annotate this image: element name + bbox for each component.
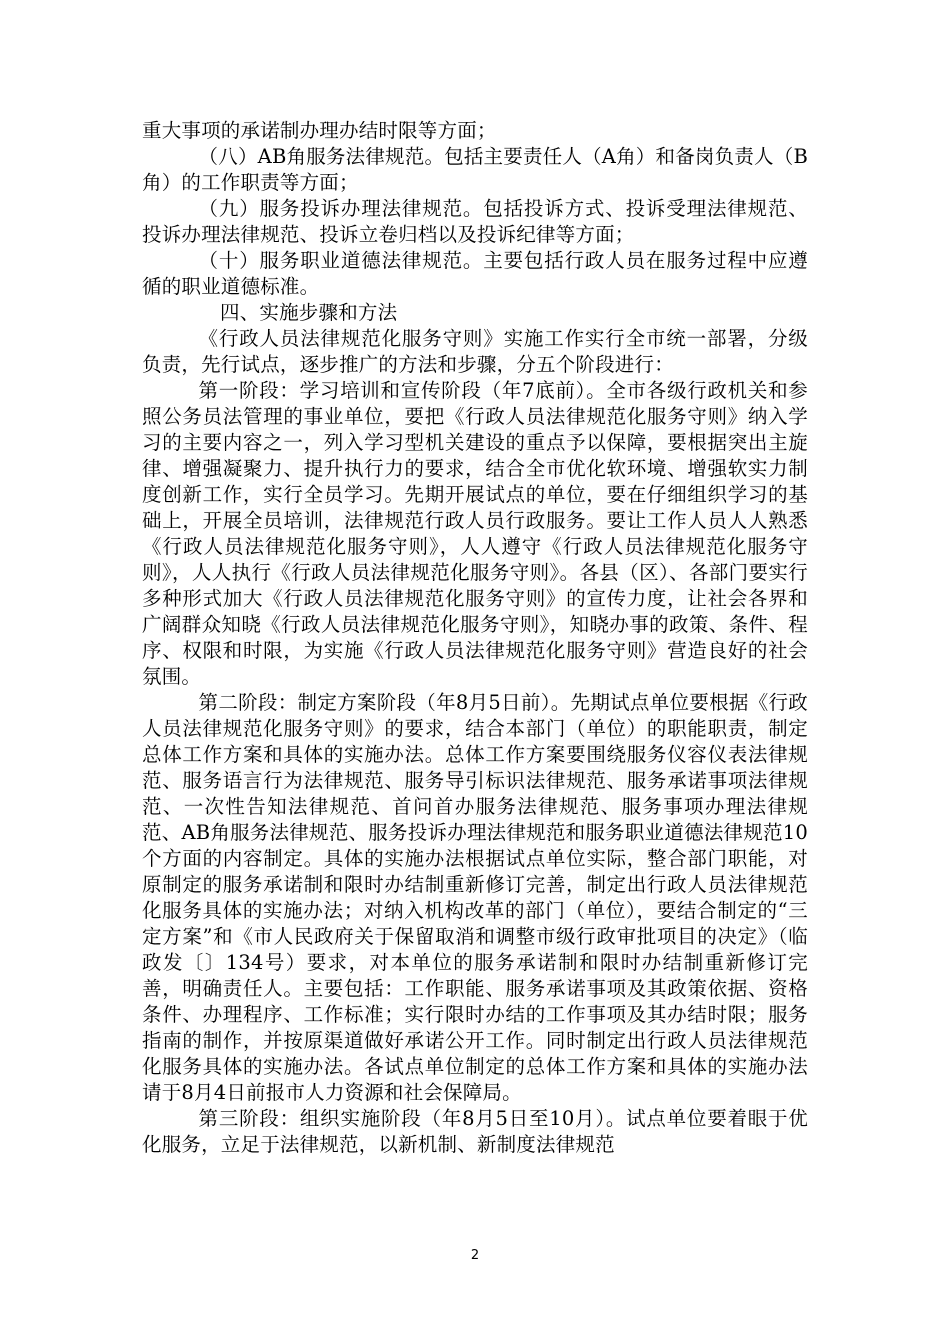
document-body xyxy=(142,118,808,1158)
paragraph-continuation: 重大事项的承诺制办理办结时限等方面； xyxy=(142,119,497,142)
paragraph-item-10: （十）服务职业道德法律规范。主要包括行政人员在服务过程中应遵循的职业道德标准。 xyxy=(142,249,808,298)
paragraph-intro: 《行政人员法律规范化服务守则》实施工作实行全市统一部署，分级负责，先行试点，逐步推广的方法和步骤，分五个阶段进行： xyxy=(142,327,808,376)
section-heading-4: 四、实施步骤和方法 xyxy=(220,301,398,324)
paragraph-stage-1: 第一阶段：学习培训和宣传阶段（年7底前）。全市各级行政机关和参照公务员法管理的事业单位，要把《行政人员法律规范化服务守则》纳入学习的主要内容之一，列入学习型机关建设的重点予以保障，要根据突出主旋律、增强凝聚力、提升执行力的要求，结合全市优化软环境、增强软实力制度创新工作，实行全员学习。先期开展试点的单位，要在仔细组织学习的基础上，开展全员培训，法律规范行政人员行政服务。要让工作人员人人熟悉《行政人员法律规范化服务守则》，人人遵守《行政人员法律规范化服务守则》，人人执行《行政人员法律规范化服务守则》。各县（区）、各部门要实行多种形式加大《行政人员法律规范化服务守则》的宣传力度，让社会各界和广阔群众知晓《行政人员法律规范化服务守则》，知晓办事的政策、条件、程序、权限和时限，为实施《行政人员法律规范化服务守则》营造良好的社会氛围。 xyxy=(142,379,808,688)
paragraph-item-9: （九）服务投诉办理法律规范。包括投诉方式、投诉受理法律规范、投诉办理法律规范、投诉立卷归档以及投诉纪律等方面； xyxy=(142,197,808,246)
paragraph-item-8: （八）AB角服务法律规范。包括主要责任人（A角）和备岗负责人（B角）的工作职责等方面； xyxy=(142,145,808,194)
paragraph-stage-2: 第二阶段：制定方案阶段（年8月5日前）。先期试点单位要根据《行政人员法律规范化服务守则》的要求，结合本部门（单位）的职能职责，制定总体工作方案和具体的实施办法。总体工作方案要围绕服务仪容仪表法律规范、服务语言行为法律规范、服务导引标识法律规范、服务承诺事项法律规范、一次性告知法律规范、首问首办服务法律规范、服务事项办理法律规范、AB角服务法律规范、服务投诉办理法律规范和服务职业道德法律规范10个方面的内容制定。具体的实施办法根据试点单位实际，整合部门职能，对原制定的服务承诺制和限时办结制重新修订完善，制定出行政人员法律规范化服务具体的实施办法；对纳入机构改革的部门（单位），要结合制定的“三定方案”和《市人民政府关于保留取消和调整市级行政审批项目的决定》（临政发〔〕134号）要求，对本单位的服务承诺制和限时办结制重新修订完善，明确责任人。主要包括：工作职能、服务承诺事项及其政策依据、资格条件、办理程序、工作标准；实行限时办结的工作事项及其办结时限；服务指南的制作，并按原渠道做好承诺公开工作。同时制定出行政人员法律规范化服务具体的实施办法。各试点单位制定的总体工作方案和具体的实施办法请于8月4日前报市人力资源和社会保障局。 xyxy=(142,691,808,1104)
paragraph-stage-3: 第三阶段：组织实施阶段（年8月5日至10月）。试点单位要着眼于优化服务，立足于法律规范，以新机制、新制度法律规范 xyxy=(142,1107,808,1156)
page-number: 2 xyxy=(470,1248,480,1263)
